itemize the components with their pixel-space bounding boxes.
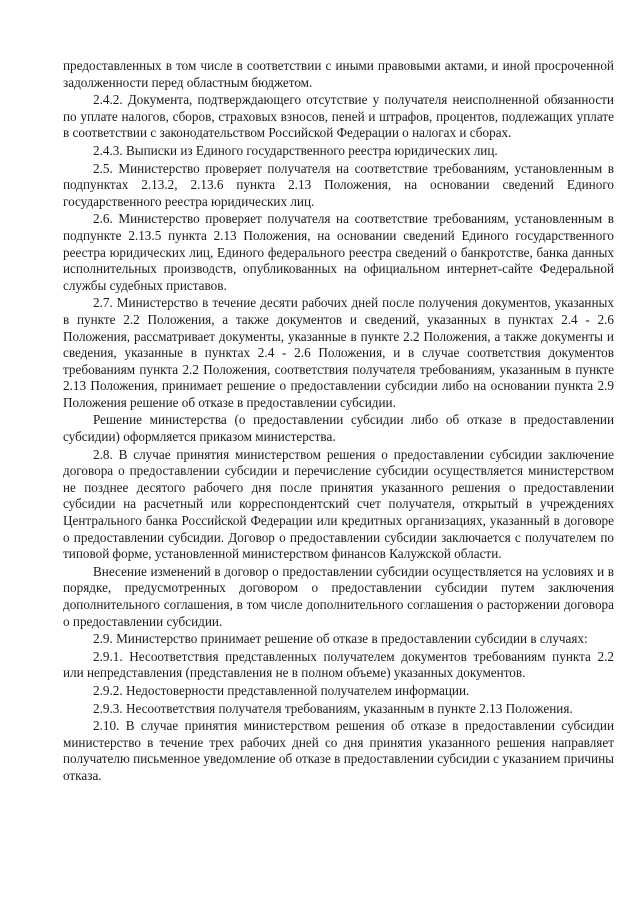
paragraph-2-9-3: 2.9.3. Несоответствия получателя требованиям, указанным в пункте 2.13 Положения. (93, 700, 573, 716)
paragraph-2-4-2: 2.4.2. Документа, подтверждающего отсутствие у получателя неисполненной обязанности по уплате налогов, сборов, страховых взносов, пеней и штрафов, процентов, подлежащих уплате в соответствии с законодательством Российской Федерации о налогах и сборах. (63, 92, 614, 141)
paragraph-decision: Решение министерства (о предоставлении субсидии либо об отказе в предоставлении субсидии) оформляется приказом министерства. (63, 412, 614, 445)
paragraph-continuation: предоставленных в том числе в соответствии с иными правовыми актами, и иной просроченной задолженности перед областным бюджетом. (63, 58, 614, 90)
paragraph-2-5: 2.5. Министерство проверяет получателя на соответствие требованиям, установленным в подпунктах 2.13.2, 2.13.6 пункта 2.13 Положения, на основании сведений Единого государственного реестра юридических лиц. (63, 160, 614, 209)
paragraph-2-6: 2.6. Министерство проверяет получателя на соответствие требованиям, установленным в подпункте 2.13.5 пункта 2.13 Положения, на основании сведений Единого государственного реестра юридических лиц, Единого федерального реестра сведений о банкротстве, банка данных исполнительных производств, опубликованных на официальном интернет-сайте Федеральной службы судебных приставов. (63, 211, 614, 293)
paragraph-2-9-1: 2.9.1. Несоответствия представленных получателем документов требованиям пункта 2.2 или непредставления (представления не в полном объеме) указанных документов. (63, 648, 614, 681)
paragraph-2-4-3: 2.4.3. Выписки из Единого государственного реестра юридических лиц. (93, 142, 498, 158)
paragraph-2-9: 2.9. Министерство принимает решение об отказе в предоставлении субсидии в случаях: (93, 631, 588, 647)
paragraph-2-7: 2.7. Министерство в течение десяти рабочих дней после получения документов, указанных в пункте 2.2 Положения, а также документов и сведений, указанных в пунктах 2.4 - 2.6 Положения, рассматривает документы, указанные в пункте 2.2 Положения, а также документы и сведения, указанные в пунктах 2.4 - 2.6 Положения, и в случае соответствия документов требованиям пункта 2.2 Положения, соответствия получателя требованиям, указанным в пункте 2.13 Положения, принимает решение о предоставлении субсидии либо на основании пункта 2.9 Положения решение об отказе в предоставлении субсидии. (63, 295, 614, 410)
document-body (63, 58, 614, 785)
paragraph-amendments: Внесение изменений в договор о предоставлении субсидии осуществляется на условиях и в порядке, предусмотренных договором о предоставлении субсидии путем заключения дополнительного соглашения, в том числе дополнительного соглашения о расторжении договора о предоставлении субсидии. (63, 563, 614, 629)
paragraph-2-9-2: 2.9.2. Недостоверности представленной получателем информации. (93, 682, 470, 698)
paragraph-2-10: 2.10. В случае принятия министерством решения об отказе в предоставлении субсидии министерство в течение трех рабочих дней со дня принятия указанного решения направляет получателю письменное уведомление об отказе в предоставлении субсидии с указанием причины отказа. (63, 718, 614, 783)
paragraph-2-8: 2.8. В случае принятия министерством решения о предоставлении субсидии заключение договора о предоставлении субсидии и перечисление субсидии осуществляется министерством не позднее десятого рабочего дня после принятия указанного решения о предоставлении субсидии на расчетный или корреспондентский счет получателя, открытый в учреждениях Центрального банка Российской Федерации или кредитных организациях, указанный в договоре о предоставлении субсидии. Договор о предоставлении субсидии заключается с получателем по типовой форме, установленной министерством финансов Калужской области. (63, 446, 614, 562)
